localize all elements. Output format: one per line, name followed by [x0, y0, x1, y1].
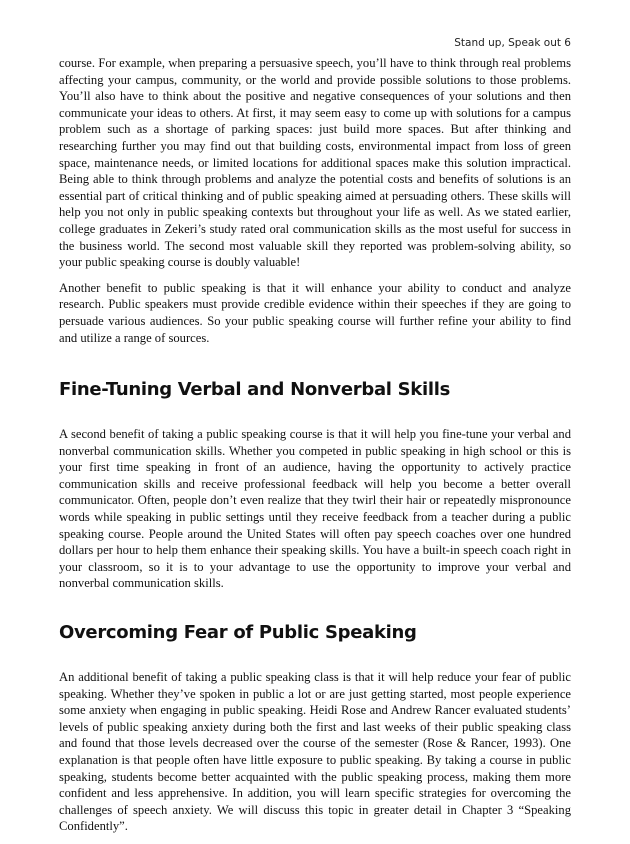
paragraph-fear: An additional benefit of taking a public speaking class is that it will help reduce your fear of public speaking. Whether they’ve spoken in public a lot or are just getting started, most people experience some anxiety when engaging in public speaking. Heidi Rose and Andrew Rancer evaluated students’ levels of public speaking anxiety during both the first and last weeks of their public speaking class and found that those levels decreased over the course of the semester (Rose & Rancer, 1993). One explanation is that people often have little exposure to public speaking. By taking a course in public speaking, students become better acquainted with the public speaking process, making them more confident and less apprehensive. In addition, you will learn specific strategies for overcoming the challenges of speech anxiety. We will discuss this topic in greater detail in Chapter 3 “Speaking Confidently”.: [59, 670, 571, 834]
page-content: [59, 55, 571, 844]
section-heading-fear: Overcoming Fear of Public Speaking: [59, 622, 417, 644]
paragraph-research: Another benefit to public speaking is that it will enhance your ability to conduct and analyze research. Public speakers must provide credible evidence within their speeches if they are going to persuade various audiences. So your public speaking course will further refine your ability to find and utilize a range of sources.: [59, 280, 571, 345]
paragraph-critical-thinking: course. For example, when preparing a persuasive speech, you’ll have to think through real problems affecting your campus, community, or the world and provide possible solutions to those problems. You’ll also have to think about the positive and negative consequences of your solutions and then communicate your ideas to others. At first, it may seem easy to come up with solutions for a campus problem such as a shortage of parking spaces: just build more spaces. But after thinking and researching further you may find out that building costs, environmental impact from loss of green space, maintenance needs, or limited locations for additional spaces make this solution impractical. Being able to think through problems and analyze the potential costs and benefits of solutions is an essential part of critical thinking and of public speaking aimed at persuading others. These skills will help you not only in public speaking contexts but throughout your life as well. As we stated earlier, college graduates in Zekeri’s study rated oral communication skills as the most useful for success in the business world. The second most valuable skill they reported was problem-solving ability, so your public speaking course is doubly valuable!: [59, 56, 571, 270]
running-header: Stand up, Speak out 6: [454, 37, 571, 49]
section-heading-verbal-nonverbal: Fine-Tuning Verbal and Nonverbal Skills: [59, 379, 450, 401]
paragraph-verbal-nonverbal: A second benefit of taking a public speaking course is that it will help you fine-tune your verbal and nonverbal communication skills. Whether you competed in public speaking in high school or this is your first time speaking in front of an audience, having the opportunity to actively practice communication skills and receive professional feedback will help you become a better overall communicator. Often, people don’t even realize that they twirl their hair or repeatedly mispronounce words while speaking in public settings until they receive feedback from a teacher during a public speaking course. People around the United States will often pay speech coaches over one hundred dollars per hour to help them enhance their speaking skills. You have a built-in speech coach right in your classroom, so it is to your advantage to use the opportunity to improve your verbal and nonverbal communication skills.: [59, 427, 571, 591]
